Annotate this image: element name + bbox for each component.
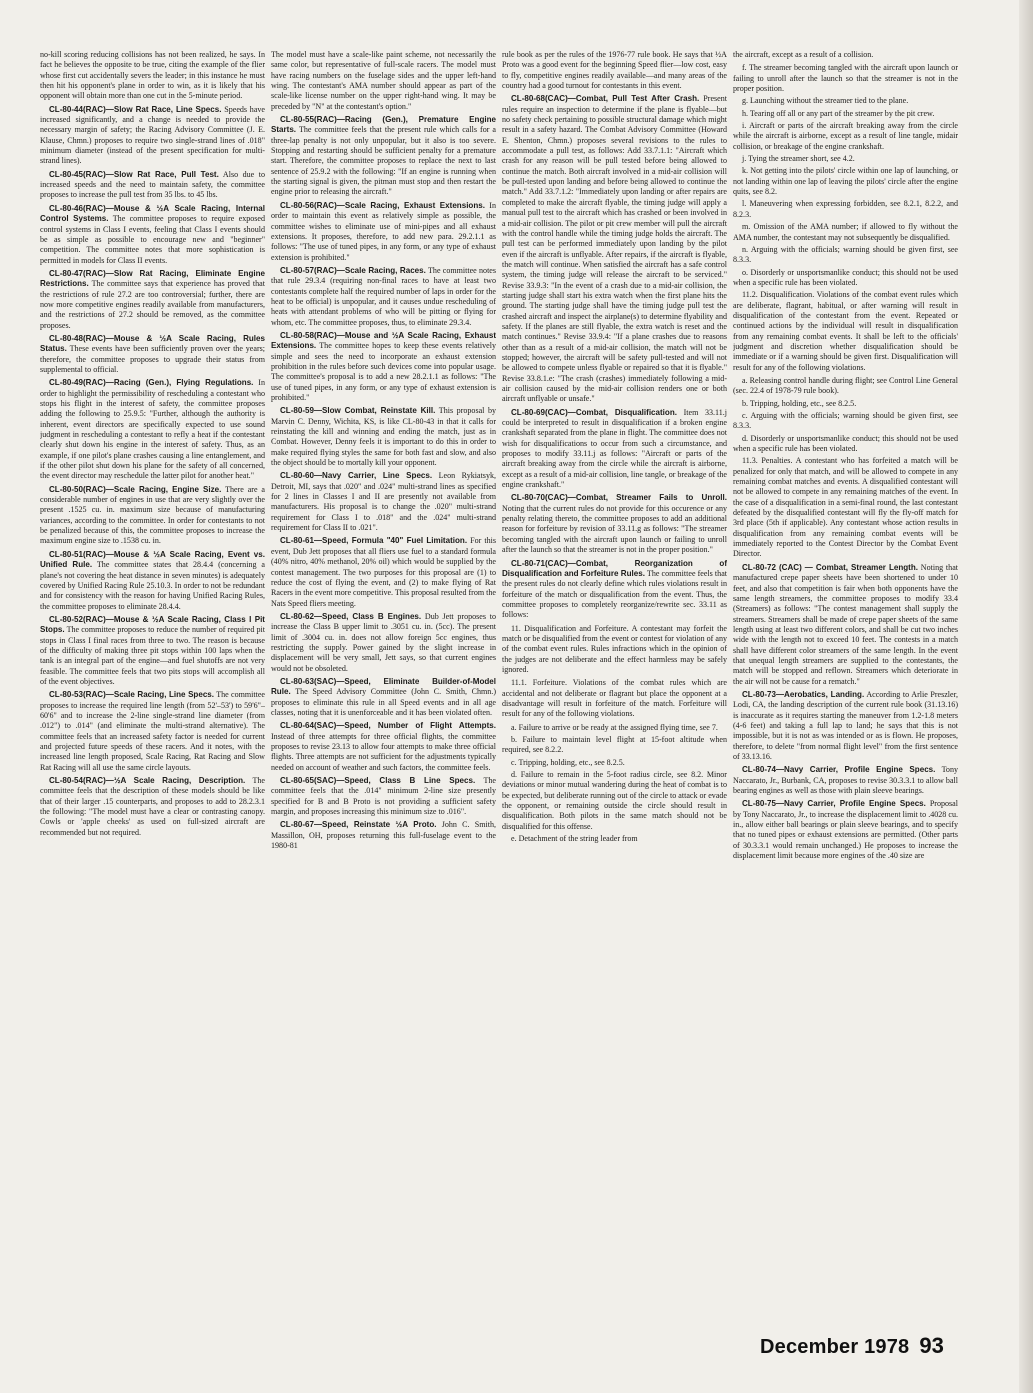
proposal-code-heading: CL-80-61—Speed, Formula "40" Fuel Limitation. [280, 536, 468, 546]
body-paragraph [733, 199, 958, 220]
paragraph-text: b. Tripping, holding, etc., see 8.2.5. [742, 398, 857, 408]
paragraph-text: 11. Disqualification and Forfeiture. A contestant may forfeit the match or be disqualified from the event or contest for violation of any of the combat event rules. Rules infractions which in the opinion of the judges are not deliberate and the effect harmless may be safely ignored. [502, 623, 727, 674]
paragraph-text: The committee states that 28.4.4 (concerning a plane's not covering the heat distance in seven minutes) is adequately covered by Unified Racing Rule 25.10.3. In order to not be redundant and for consistency with the reason for having Unified Racing Rules, the committee proposes to eliminate 28.4.4. [40, 560, 265, 611]
paragraph-text: For this event, Dub Jett proposes that all fliers use fuel to a standard formula (40% nitro, 40% methanol, 20% oil) which would be supplied by the contest management. The two purposes for this proposal are (1) to reduce the cost of flying the event, and (2) to make flying of Rat Racers in the event more competitive. This proposal resulted from the Nats Speed fliers meeting. [271, 536, 496, 608]
rule-proposal-paragraph [271, 820, 496, 851]
proposal-code-heading: CL-80-75—Navy Carrier, Profile Engine Specs. [742, 799, 926, 809]
paragraph-text: The committee proposes to increase the required line length (from 52'–53') to 59'6"–60'6" and to increase the 2-line single-strand line diameter (from .012") to .014" (and eliminate the multi-strand alternative). The committee feels that an increased safety factor is needed for current and projected future speeds of these racers. And it notes, with the increased line length proposed, Scale Racing, Rat Racing and Slow Rat Racing will all use the same circle layouts. [40, 690, 265, 772]
paragraph-text: The committee feels that the present rules do not clearly define which rules violations result in forfeiture of the match or disqualification from the event. Thus, the committee proposes to completely reorganize/rewrite sec. 33.11 as follows: [502, 568, 727, 620]
paragraph-text: The model must have a scale-like paint scheme, not necessarily the same color, but representative of full-scale racers. The model must have racing numbers on the fuselage sides and the upper left-hand wing. The contestant's AMA number should appear as part of the scale-like license number on the upper right-hand wing. It may be preceded by "N" at the contestant's option." [271, 50, 496, 111]
paragraph-text: John C. Smith, Massillon, OH, proposes returning this full-fuselage event to the 1980-81 [271, 820, 496, 851]
paragraph-text: Present rules require an inspection to determine if the plane is flyable—but no safety check pertaining to possible structural damage which might result in a safety hazard. The Combat Advisory Committee (Howard E. Shenton, Chmn.) proposes several revisions to the rules to accommodate a pull test, as follows: Add 33.7.1.1: "Aircraft which crash for any reason will be pull tested before being allowed to continue the match. Both aircraft involved in a mid-air collision will be pull-tested upon landing and before being allowed to continue the match." Add 33.7.1.2: "Immediately upon landing or after repairs are completed to make the aircraft flyable, the timing judge will apply a manual pull test to the aircraft which has crashed or been involved in a mid-air collision. The pilot or pit crew member will pull the aircraft with the control handle while the timing judge holds the aircraft. The pull test can be performed immediately upon landing by the pilot even if the aircraft is unflyable. After repairs, if the aircraft is flyable, the match will continue. When satisfied the aircraft has a safe control system, the timing judge will release the aircraft to be serviced." Revise 33.9.3: "In the event of a crash due to a mid-air collision, the starting judge shall start his extra watch when the first plane hits the ground. The starting judge shall have the timing judge pull test the crashed aircraft and inspect the airplane(s) to determine flyability and safety. If the planes are still flyable, the extra watch is reset and the match continues." Revise 33.9.4: "If a plane crashes due to reasons other than as a result of a mid-air collision, the match will not be stopped; however, the aircraft will be safety pull-tested and will not be allowed to compete unless flyable or repaired so that it is flyable." Revise 33.8.1.e: "The crash (crashes) immediately following a mid-air collision caused by the mid-air collision renders one or both aircraft unflyable or unsafe." [502, 94, 727, 404]
proposal-code-heading: CL-80-59—Slow Combat, Reinstate Kill. [280, 406, 436, 416]
rule-proposal-paragraph [502, 408, 727, 491]
paragraph-text: c. Arguing with the officials; warning should be given first, see 8.3.3. [733, 411, 958, 431]
proposal-code-heading: CL-80-51(RAC)—Mouse & ½A Scale Racing, Event vs. Unified Rule. [40, 549, 265, 570]
paragraph-text: The committee proposes to require exposed control systems in Class I events, feeling that Class I events should be as simple as possible to encourage new and "beginner" competition. The committee notes that more sophistication is permitted in models for Class II events. [40, 214, 265, 265]
body-paragraph [733, 456, 958, 559]
rule-proposal-paragraph [40, 378, 265, 481]
proposal-code-heading: CL-80-50(RAC)—Scale Racing, Engine Size. [49, 484, 222, 494]
body-paragraph [502, 770, 727, 832]
paragraph-text: Proposal by Tony Naccarato, Jr., to increase the displacement limit to .4028 cu. in., allow either ball bearings or plain sleeve bearings, and to specify that no tuned pipes or exhaust extensions are permitted. (Other parts of 30.3.3.1 would remain unchanged.) He proposes to increase the displacement limit because more engines of the .40 size are [733, 799, 958, 861]
proposal-code-heading: CL-80-71(CAC)—Combat, Reorganization of Disqualification and Forfeiture Rules. [502, 558, 727, 578]
paragraph-text: l. Maneuvering when expressing forbidden, see 8.2.1, 8.2.2, and 8.2.3. [733, 199, 958, 219]
body-paragraph [502, 735, 727, 756]
text-column-3 [502, 50, 727, 1340]
body-paragraph [733, 411, 958, 432]
proposal-code-heading: CL-80-53(RAC)—Scale Racing, Line Specs. [49, 690, 215, 700]
body-paragraph [733, 109, 958, 119]
paragraph-text: d. Failure to remain in the 5-foot radius circle, see 8.2. Minor deviations or minor mutual wandering during the heat of combat is to be expected, but deliberate running out of the circle to attack or evade the opponent, or remaining outside the circle should result in disqualification. Both pilots in the same match should not be disqualified for this offense. [502, 770, 727, 831]
proposal-code-heading: CL-80-67—Speed, Reinstate ½A Proto. [280, 820, 437, 830]
rule-proposal-paragraph [271, 331, 496, 403]
paragraph-text: no-kill scoring reducing collisions has not been realized, he says. In fact he believes the opposite to be true, citing the example of the flier whose first cut accidentally severs the leader; in this instance he must then hit his opponent's plane in order to win, as it is likely that his opponent will obtain more than one cut in the 5-minute period. [40, 50, 265, 101]
paragraph-text: Tony Naccarato, Jr., Burbank, CA, proposes to revise 30.3.3.1 to allow ball bearing engines as well as those with plain sleeve bearings. [733, 765, 958, 796]
paragraph-text: The committee feels that the present rule which calls for a three-lap penalty is not only unpopular, but it also is too severe. Stopping and restarting should be sufficient penalty for a premature start. Therefore, the committee proposes to replace the next to last sentence of 25.9.2 with the following: "If an engine is running when the starting signal is given, the pitman must stop and then restart the engine prior to releasing the aircraft." [271, 125, 496, 197]
rule-proposal-paragraph [40, 485, 265, 547]
rule-proposal-paragraph [40, 615, 265, 687]
rule-proposal-paragraph [40, 690, 265, 773]
proposal-code-heading: CL-80-48(RAC)—Mouse & ½A Scale Racing, Rules Status. [40, 333, 265, 354]
paragraph-text: The Speed Advisory Committee (John C. Smith, Chmn.) proposes to eliminate this rule in all Speed events and in all age classes, noting that it is unenforceable and it has been violated often. [271, 687, 496, 717]
proposal-code-heading: CL-80-58(RAC)—Mouse and ½A Scale Racing, Exhaust Extensions. [271, 330, 496, 351]
proposal-code-heading: CL-80-49(RAC)—Racing (Gen.), Flying Regulations. [49, 378, 254, 388]
proposal-code-heading: CL-80-64(SAC)—Speed, Number of Flight Attempts. [280, 721, 496, 731]
rule-proposal-paragraph [40, 105, 265, 167]
proposal-code-heading: CL-80-69(CAC)—Combat, Disqualification. [511, 407, 677, 417]
body-paragraph [502, 678, 727, 719]
proposal-code-heading: CL-80-68(CAC)—Combat, Pull Test After Crash. [511, 94, 700, 104]
body-paragraph [733, 222, 958, 243]
text-column-4 [733, 50, 958, 1340]
rule-proposal-paragraph [40, 776, 265, 838]
body-paragraph [733, 50, 958, 60]
body-paragraph [502, 834, 727, 844]
page-number: 93 [919, 1333, 944, 1358]
rule-proposal-paragraph [733, 690, 958, 762]
paragraph-text: f. The streamer becoming tangled with the aircraft upon launch or failing to unroll after the launch so that the streamer is not in the proper position. [733, 63, 958, 94]
body-paragraph [502, 758, 727, 768]
paragraph-text: c. Tripping, holding, etc., see 8.2.5. [511, 757, 625, 767]
proposal-code-heading: CL-80-52(RAC)—Mouse & ½A Scale Racing, Class I Pit Stops. [40, 614, 265, 635]
paragraph-text: 11.1. Forfeiture. Violations of the combat rules which are accidental and not deliberate or flagrant but place the opponent at a disadvantage will result in forfeiture of the match. Forfeiture will result for any of the following violations. [502, 678, 727, 719]
paragraph-text: There are a considerable number of engines in use that are very slightly over the present .1525 cu. in. maximum size because of manufacturing variances, according to the committee. In order for contestants to not be penalized because of this, the committee proposes to increase the maximum engine size to .1538 cu. in. [40, 484, 265, 546]
paragraph-text: e. Detachment of the string leader from [511, 834, 638, 844]
body-paragraph [733, 399, 958, 409]
rule-proposal-paragraph [271, 776, 496, 817]
rule-proposal-paragraph [271, 115, 496, 198]
paragraph-text: These events have been sufficiently proven over the years; therefore, the committee proposes to upgrade their status from supplemental to official. [40, 344, 265, 374]
body-paragraph [733, 96, 958, 106]
paragraph-text: h. Tearing off all or any part of the streamer by the pit crew. [742, 108, 935, 118]
paragraph-text: a. Failure to arrive or be ready at the assigned flying time, see 7. [511, 722, 718, 732]
body-paragraph [733, 268, 958, 289]
proposal-code-heading: CL-80-73—Aerobatics, Landing. [742, 689, 865, 699]
paragraph-text: i. Aircraft or parts of the aircraft breaking away from the circle while the aircraft is airborne, except as a result of line tangle, midair collision, or breakage of the engine crankshaft. [733, 121, 958, 151]
proposal-code-heading: CL-80-60—Navy Carrier, Line Specs. [280, 471, 433, 481]
paragraph-text: The committee proposes to reduce the number of required pit stops in Class I final races from three to two. The reason is because of the difficulty of making three pit stops within 100 laps when the tank is an integral part of the engine—and fuel shutoffs are not very feasible. The committee feels that two pits stops will accomplish all of the event objectives. [40, 625, 265, 686]
paragraph-text: k. Not getting into the pilots' circle within one lap of launching, or not landing within one lap of leaving the pilots' circle after the engine quits, see 8.2. [733, 166, 958, 197]
paragraph-text: The committee notes that rule 29.3.4 (requiring non-final races to have at least two contestants complete half the required number of laps in order for the heat to be official) is unpopular, and it causes undue rescheduling of heats with attendant problems of who will be pitting or flying for whom, etc. The committee proposes, thus, to eliminate 29.3.4. [271, 265, 496, 327]
proposal-code-heading: CL-80-62—Speed, Class B Engines. [280, 611, 422, 621]
paragraph-text: The committee hopes to keep these events relatively simple and sees the need to incorporate an exhaust extension prohibition in the rules before such devices come into popular usage. The committee's proposal is to add a new 28.2.1.1 as follows: "The use of tuned pipes, in any form, or any type of exhaust extension is prohibited." [271, 341, 496, 402]
paragraph-text: This proposal by Marvin C. Denny, Wichita, KS, is like CL-80-43 in that it calls for reinstating the kill and winning and ending the match, just as in Combat. However, Denny feels it is important to do this in order to make required flying styles the same for both fast and slow, and also the object should be to mortally kill your opponent. [271, 406, 496, 468]
proposal-code-heading: CL-80-45(RAC)—Slow Rat Race, Pull Test. [49, 169, 219, 179]
body-paragraph [271, 50, 496, 112]
paragraph-text: The committee feels that the description of these models should be like that of their larger .15 counterparts, and proposes to add to 28.2.3.1 the following: "The model must have a clear or contrasting canopy. Cowls or 'apple cheeks' as used on full-sized aircraft are recommended but not required. [40, 776, 265, 837]
proposal-code-heading: CL-80-65(SAC)—Speed, Class B Line Specs. [280, 776, 476, 786]
text-column-2 [271, 50, 496, 1340]
page-edge-shadow [1019, 0, 1033, 1393]
proposal-code-heading: CL-80-72 (CAC) — Combat, Streamer Length. [742, 562, 918, 572]
rule-proposal-paragraph [271, 612, 496, 674]
paragraph-text: Speeds have increased significantly, and a change is needed to provide the necessary margin of safety; the Racing Advisory Committee (J. E. Klause, Chmn.) proposes to require two single-strand lines of .018" minimum diameter (instead of the present specification for multi-strand lines). [40, 104, 265, 166]
rule-proposal-paragraph [271, 677, 496, 718]
paragraph-text: j. Tying the streamer short, see 4.2. [742, 154, 855, 164]
text-column-1 [40, 50, 265, 1340]
body-paragraph [733, 121, 958, 152]
paragraph-text: a. Releasing control handle during flight; see Control Line General (sec. 22.4 of 1978-79 rule book). [733, 375, 958, 396]
paragraph-text: Also due to increased speeds and the need to maintain safety, the committee proposes to increase the pull test from 35 lbs. to 45 lbs. [40, 169, 265, 200]
paragraph-text: the aircraft, except as a result of a collision. [733, 50, 874, 59]
proposal-code-heading: CL-80-46(RAC)—Mouse & ½A Scale Racing, Internal Control Systems. [40, 203, 265, 224]
rule-proposal-paragraph [40, 334, 265, 375]
rule-proposal-paragraph [40, 204, 265, 266]
paragraph-text: m. Omission of the AMA number; if allowed to fly without the AMA number, the contestant may not subsequently be disqualified. [733, 222, 958, 242]
proposal-code-heading: CL-80-63(SAC)—Speed, Eliminate Builder-of-Model Rule. [271, 676, 496, 697]
body-paragraph [502, 723, 727, 733]
body-paragraph [502, 50, 727, 91]
proposal-code-heading: CL-80-70(CAC)—Combat, Streamer Fails to Unroll. [511, 493, 727, 503]
paragraph-text: d. Disorderly or unsportsmanlike conduct; this should not be used when a specific rule has been violated. [733, 433, 958, 454]
paragraph-text: rule book as per the rules of the 1976-77 rule book. He says that ½A Proto was a good event for the beginning Speed flier—low cost, easy to fly, competitive engines readily available—and many areas of the country had a good turnout for contestants in this event. [502, 50, 727, 91]
issue-date: December 1978 [760, 1336, 910, 1358]
rule-proposal-paragraph [271, 406, 496, 468]
rule-proposal-paragraph [733, 765, 958, 796]
paragraph-text: n. Arguing with the officials; warning should be given first, see 8.3.3. [733, 244, 958, 265]
proposal-code-heading: CL-80-54(RAC)—½A Scale Racing, Description. [49, 776, 246, 786]
rule-proposal-paragraph [271, 201, 496, 263]
body-paragraph [40, 50, 265, 102]
body-paragraph [733, 245, 958, 266]
rule-proposal-paragraph [40, 170, 265, 201]
proposal-code-heading: CL-80-74—Navy Carrier, Profile Engine Specs. [742, 765, 936, 775]
rule-proposal-paragraph [733, 799, 958, 861]
rule-proposal-paragraph [502, 94, 727, 404]
proposal-code-heading: CL-80-55(RAC)—Racing (Gen.), Premature Engine Starts. [271, 115, 496, 135]
body-paragraph [502, 624, 727, 676]
body-paragraph [733, 63, 958, 94]
paragraph-text: Instead of three attempts for three official flights, the committee proposes to revise 23.13 to allow four attempts to make three official flights. Three attempts are not sufficient for the adjustments typically needed on account of weather and such factors, the committee feels. [271, 731, 496, 772]
proposal-code-heading: CL-80-47(RAC)—Slow Rat Racing, Eliminate Engine Restrictions. [40, 268, 265, 289]
body-paragraph [733, 290, 958, 373]
paragraph-text: b. Failure to maintain level flight at 15-foot altitude when required, see 8.2.2. [502, 735, 727, 755]
paragraph-text: Item 33.11.j could be interpreted to result in disqualification if a broken engine crankshaft separated from the plane in flight. The committee does not wish for disqualifications to occur from such a circumstance, and proposes to modify 33.11.j as follows: "Aircraft or parts of the aircraft breaking away from the circle while the aircraft is airborne, except as a result of a mid-air collision, line tangle, or breakage of the engine crankshaft." [502, 407, 727, 490]
rule-proposal-paragraph [271, 266, 496, 328]
rule-proposal-paragraph [502, 559, 727, 621]
paragraph-text: Noting that manufactured crepe paper sheets have been shortened to under 10 feet, and also that competition is fair when both opponents have the same length streamers, the committee proposes to modify 33.4 (Streamers) as follows: "The contest management shall supply the streamers. Streamers shall be made of crepe paper sheets of the same length using at least two different colors, and shall be cut two inches wide with the length not to exceed 10 feet. The contests in a match shall have different color streamers of the same length. In the event that unequal length streamers are supplied to the contestants, the match will be stopped and reflown. Streamers which deteriorate in the air will not be cause for a rematch." [733, 562, 958, 686]
rule-proposal-paragraph [502, 493, 727, 555]
paragraph-text: o. Disorderly or unsportsmanlike conduct; this should not be used when a specific rule has been violated. [733, 267, 958, 287]
body-paragraph [733, 154, 958, 164]
paragraph-text: Noting that the current rules do not provide for this occurence or any penalty relating thereto, the committee proposes to add an additional reason for forfeiture by revision of 33.11.g as follows: "The streamer becoming tangled with the aircraft upon launch or failing to unroll after the launch so that the streamer is not in the proper position." [502, 503, 727, 555]
body-paragraph [733, 376, 958, 397]
paragraph-text: g. Launching without the streamer tied to the plane. [742, 96, 909, 106]
paragraph-text: In order to highlight the permissibility of rescheduling a contestant who stops his flight in the interest of safety, the committee proposes adding the following to 25.9.5: "Further, although the authority is inherent, event directors are specifically expected to use sound judgment in rescheduling a contestant to refly a heat if the contestant clearly shut down his engine in the interest of safety. Thus, as an example, if one pilot's plane crashes causing a line entanglement, and if the other pilot shut down his plane for the safety of all concerned, the event director may reschedule the latter pilot for another heat." [40, 378, 265, 481]
rule-proposal-paragraph [733, 563, 958, 687]
rule-proposal-paragraph [40, 550, 265, 612]
rule-proposal-paragraph [271, 721, 496, 773]
rule-proposal-paragraph [40, 269, 265, 331]
paragraph-text: The committee feels that the .014" minimum 2-line size presently specified for B and B Proto is not providing a sufficient safety margin, and proposes increasing this minimum size to .016". [271, 776, 496, 817]
proposal-code-heading: CL-80-44(RAC)—Slow Rat Race, Line Specs. [49, 104, 222, 114]
paragraph-text: Dub Jett proposes to increase the Class B upper limit to .3051 cu. in. (5cc). The present limit of .3004 cu. in. does not allow foreign 5cc engines, thus restricting the supply. Power gained by the slight increase in displacement will be very small, Jett says, so that current engines would not be obsoleted. [271, 611, 496, 673]
paragraph-text: 11.2. Disqualification. Violations of the combat event rules which are deliberate, flagrant, habitual, or after warning will result in disqualification of the contestant from the event. Repeated or continued actions by the individual will result in disqualification from any remaining combat events. It shall be left to the officials' judgment and discretion whether disqualification should be immediate or if a warning should be given first. Disqualification will result for any of the following violations. [733, 290, 958, 372]
paragraph-text: 11.3. Penalties. A contestant who has forfeited a match will be penalized for only that match, and will be allowed to compete in any remaining combat matches and events. A disqualified contestant will not be allowed to compete in any remaining matches of the event. In the case of a disqualification in a semi-final round, the last contestant defeated by the disqualified contestant will fly the fly-off match for 3rd place (5th if applicable). Any contestant whose action results in disqualification from any remaining combat events will be immediately reported to the Contest Director by the Combat Event Director. [733, 456, 958, 559]
paragraph-text: According to Arlie Preszler, Lodi, CA, the landing description of the current rule book (31.13.16) is inaccurate as it requires starting the maneuver from 1.2-1.8 meters (4-6 feet) and taking a full lap to land; he says that this is not impossible, but it is not as was intended or as is flown. He proposes, therefore, to delete "from normal flight level" from the first sentence of 33.13.16. [733, 689, 958, 761]
proposal-code-heading: CL-80-56(RAC)—Scale Racing, Exhaust Extensions. [280, 200, 485, 210]
rule-proposal-paragraph [271, 536, 496, 608]
body-paragraph [733, 434, 958, 455]
paragraph-text: The committee says that experience has proved that the restrictions of rule 27.2 are too controversial; further, there are now more competitive engines readily available from manufacturers, and the restrictions of 27.2 should be removed, as the committee proposes. [40, 279, 265, 330]
body-paragraph [733, 166, 958, 197]
paragraph-text: In order to maintain this event as relatively simple as possible, the committee wishes to eliminate use of mini-pipes and all exhaust extensions. It proposes, therefore, to add new para. 29.2.1.1 as follows: "The use of tuned pipes, in any form, or any type of exhaust extension is prohibited." [271, 200, 496, 262]
proposal-code-heading: CL-80-57(RAC)—Scale Racing, Races. [280, 265, 426, 275]
rule-proposal-paragraph [271, 471, 496, 533]
page-footer [760, 1333, 944, 1363]
paragraph-text: Leon Rykiatsyk, Detroit, MI, says that .020" and .024" multi-strand lines as specified for 2 lines in Classes I and II are presently not available from manufacturers. His proposal is to change the .020" multi-strand requirement for Class I to .018" and the .024" multi-strand requirement for Class II to .021". [271, 471, 496, 533]
